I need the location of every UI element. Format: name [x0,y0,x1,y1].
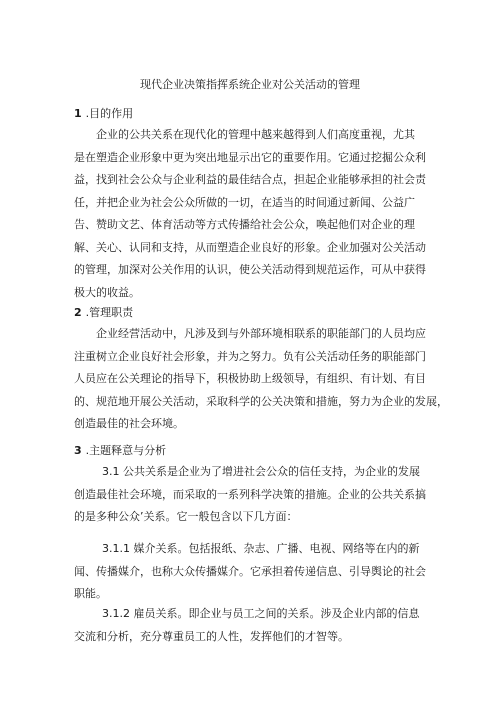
paragraph-line: 3.1.2 雇员关系。即企业与员工之间的关系。涉及企业内部的信息 [102,607,420,620]
section-heading-2 [74,305,133,321]
paragraph-line: 解、关心、认同和支持，从而塑造企业良好的形象。企业加强对公关活动 [74,240,426,254]
section-title: .目的作用 [85,107,134,120]
section-3-paragraph [74,461,440,529]
paragraph-line: 企业经营活动中，凡涉及到与外部环境相联系的职能部门的人员均应 [96,327,426,340]
paragraph-line: 创造最佳社会环境，而采取的一系列科学决策的措施。企业的公共关系搞 [74,487,426,501]
paragraph-line: 告、赞助文艺、体育活动等方式传播给社会公众，唤起他们对企业的理 [74,218,415,231]
paragraph-line: 交流和分析，充分尊重员工的人性，发挥他们的才智等。 [74,629,349,643]
paragraph-line: 极大的收益。 [74,285,140,299]
section-title: .主题释意与分析 [85,444,167,457]
paragraph-line: 益，找到社会公众与企业利益的最佳结合点，担起企业能够承担的社会责 [74,173,426,186]
paragraph-line: 职能。 [74,587,107,600]
paragraph-line: 闻、传播媒介，也称大众传播媒介。它承担着传递信息、引导舆论的社会 [74,564,426,578]
paragraph-line: 注重树立企业良好社会形象，并为之努力。负有公关活动任务的职能部门 [74,349,426,363]
section-number: 1 [74,107,82,120]
section-heading-1 [74,106,133,122]
paragraph-line: 人员应在公关理论的指导下，积极协助上级领导，有组织、有计划、有目 [74,372,426,385]
paragraph-line: 是在塑造企业形象中更为突出地显示出它的重要作用。它通过挖掘公众利 [74,150,426,164]
paragraph-line: 企业的公共关系在现代化的管理中越来越得到人们高度重视，尤其 [96,128,415,141]
subsection-3-1-2-paragraph [74,603,440,648]
paragraph-line: 的管理，加深对公关作用的认识，使公关活动得到规范运作，可从中获得 [74,263,426,276]
section-number: 3 [74,444,82,457]
section-2-paragraph [74,323,448,436]
paragraph-line: 3.1.1 媒介关系。包括报纸、杂志、广播、电视、网络等在内的新 [102,542,420,555]
section-number: 2 [74,306,82,319]
document-title: 现代企业决策指挥系统企业对公关活动的管理 [140,78,360,91]
subsection-3-1-1-paragraph [74,538,440,606]
section-1-paragraph [74,124,440,304]
paragraph-line: 任，并把企业为社会公众所做的一切，在适当的时间通过新闻、公益广 [74,195,415,209]
section-heading-3 [74,443,166,459]
paragraph-line: 3.1 公共关系是企业为了增进社会公众的信任支持，为企业的发展 [102,465,420,478]
paragraph-line: 的是多种公众’关系。它一般包含以下几方面： [74,510,298,523]
paragraph-line: 的、规范地开展公关活动，采取科学的公关决策和措施，努力为企业的发展， [74,394,448,408]
section-title: .管理职责 [85,306,134,319]
paragraph-line: 创造最佳的社会环境。 [74,417,184,430]
